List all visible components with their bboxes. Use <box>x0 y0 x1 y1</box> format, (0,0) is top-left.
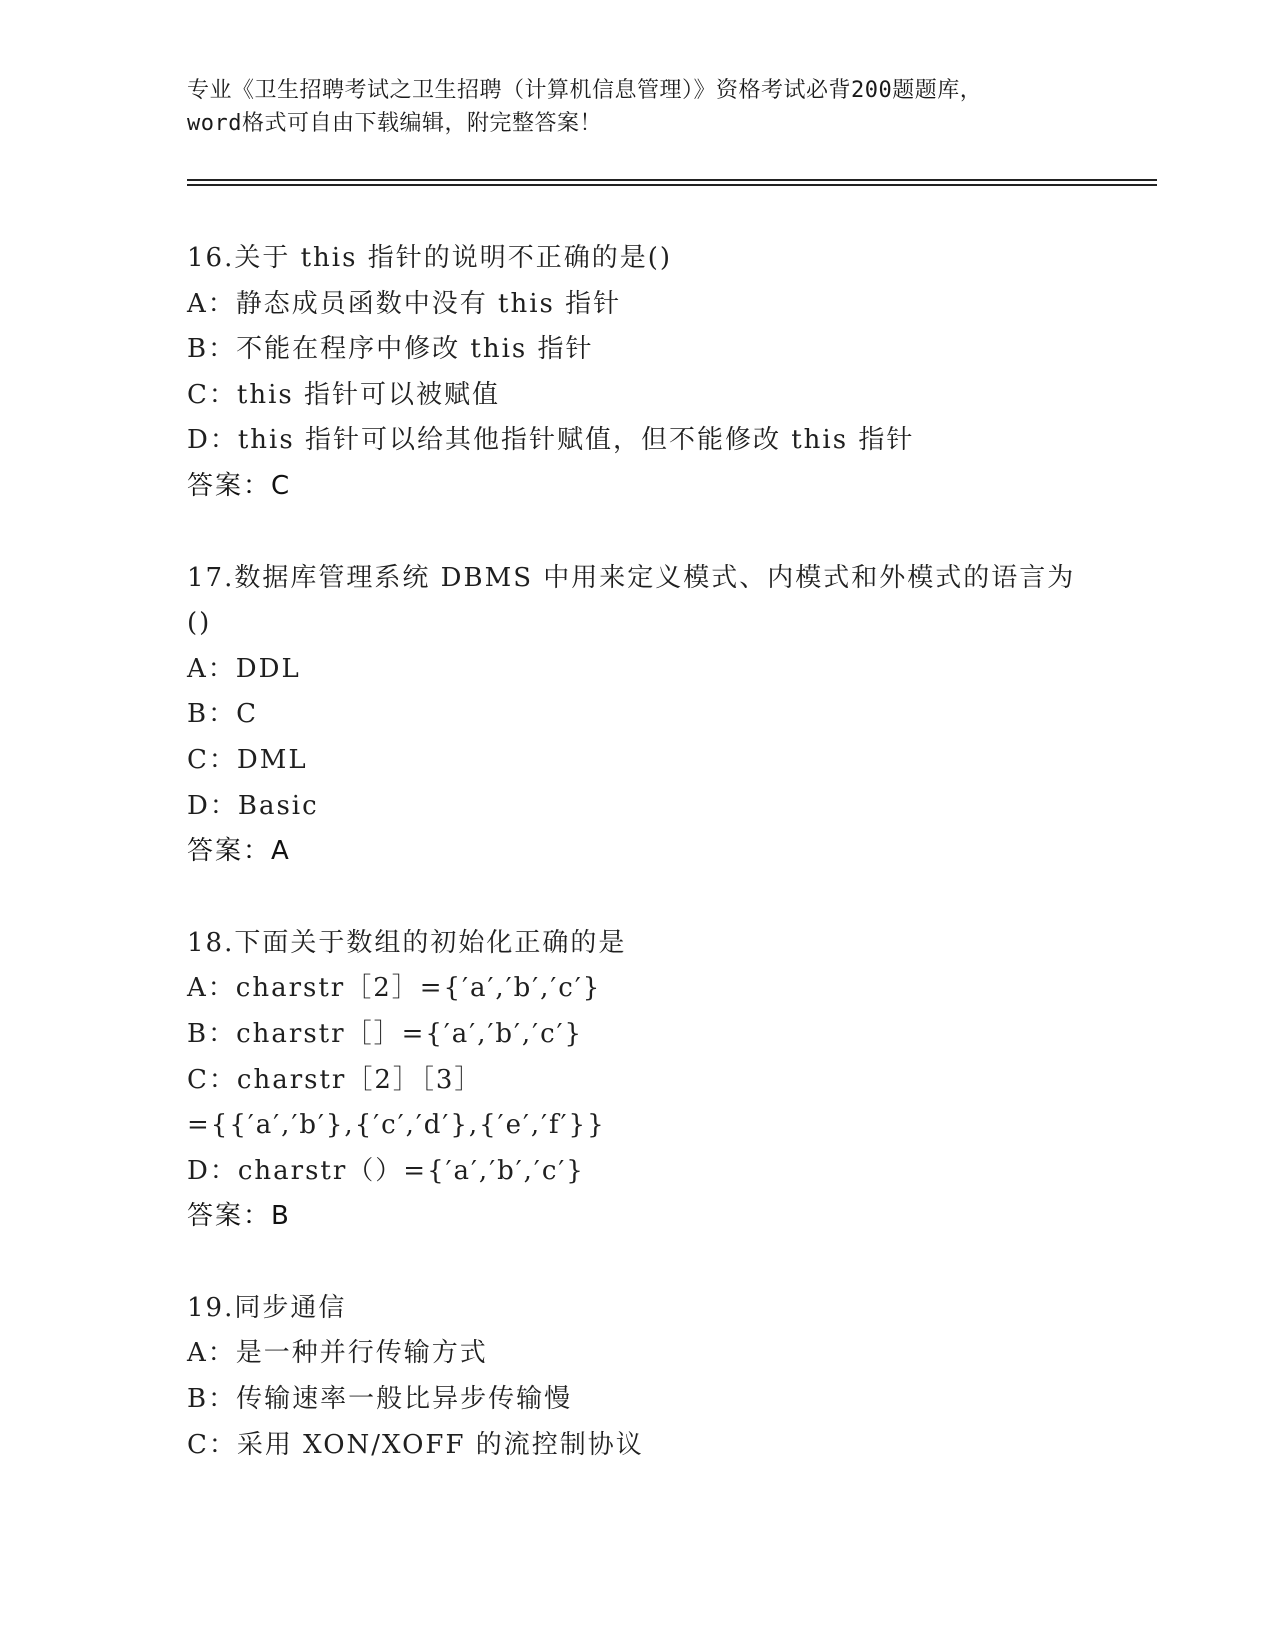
answer-option: A：是一种并行传输方式 <box>187 1338 488 1369</box>
answer-key: 答案：C <box>187 470 292 501</box>
question-stem: 19.同步通信 <box>187 1292 347 1323</box>
answer-option: A：charstr［2］={′a′,′b′,′c′} <box>187 973 602 1004</box>
answer-option: C：DML <box>187 744 308 775</box>
answer-option: C：采用 XON/XOFF 的流控制协议 <box>187 1429 644 1460</box>
answer-option: B：C <box>187 699 259 730</box>
question-list <box>187 236 1087 1514</box>
answer-option: B：不能在程序中修改 this 指针 <box>187 334 594 365</box>
answer-option: ={{′a′,′b′},{′c′,′d′},{′e′,′f′}} <box>187 1110 606 1141</box>
answer-option: A：静态成员函数中没有 this 指针 <box>187 288 622 319</box>
header-title-line-1: 专业《卫生招聘考试之卫生招聘（计算机信息管理）》资格考试必背200题题库， <box>187 78 983 103</box>
question-block <box>187 1286 1087 1468</box>
answer-option: D：Basic <box>187 790 319 821</box>
header-divider-top <box>187 179 1157 181</box>
answer-option: A：DDL <box>187 653 301 684</box>
question-stem: 18.下面关于数组的初始化正确的是 <box>187 927 627 958</box>
question-block <box>187 236 1087 510</box>
question-block <box>187 921 1087 1240</box>
header-title-line-2: word格式可自由下载编辑，附完整答案！ <box>187 111 602 136</box>
header-divider-bottom <box>187 184 1157 186</box>
question-stem: 17.数据库管理系统 DBMS 中用来定义模式、内模式和外模式的语言为 <box>187 562 1076 593</box>
answer-option: C：charstr［2］［3］ <box>187 1064 483 1095</box>
answer-key: 答案：B <box>187 1201 291 1232</box>
answer-option: C：this 指针可以被赋值 <box>187 379 501 410</box>
answer-option: B：charstr［］={′a′,′b′,′c′} <box>187 1018 584 1049</box>
answer-option: D：charstr（）={′a′,′b′,′c′} <box>187 1155 585 1186</box>
question-block <box>187 556 1087 875</box>
question-stem: 16.关于 this 指针的说明不正确的是() <box>187 243 673 273</box>
question-stem: () <box>187 608 212 639</box>
answer-key: 答案：A <box>187 836 291 867</box>
answer-option: D：this 指针可以给其他指针赋值，但不能修改 this 指针 <box>187 425 915 456</box>
answer-option: B：传输速率一般比异步传输慢 <box>187 1384 573 1415</box>
document-header <box>187 74 1087 140</box>
